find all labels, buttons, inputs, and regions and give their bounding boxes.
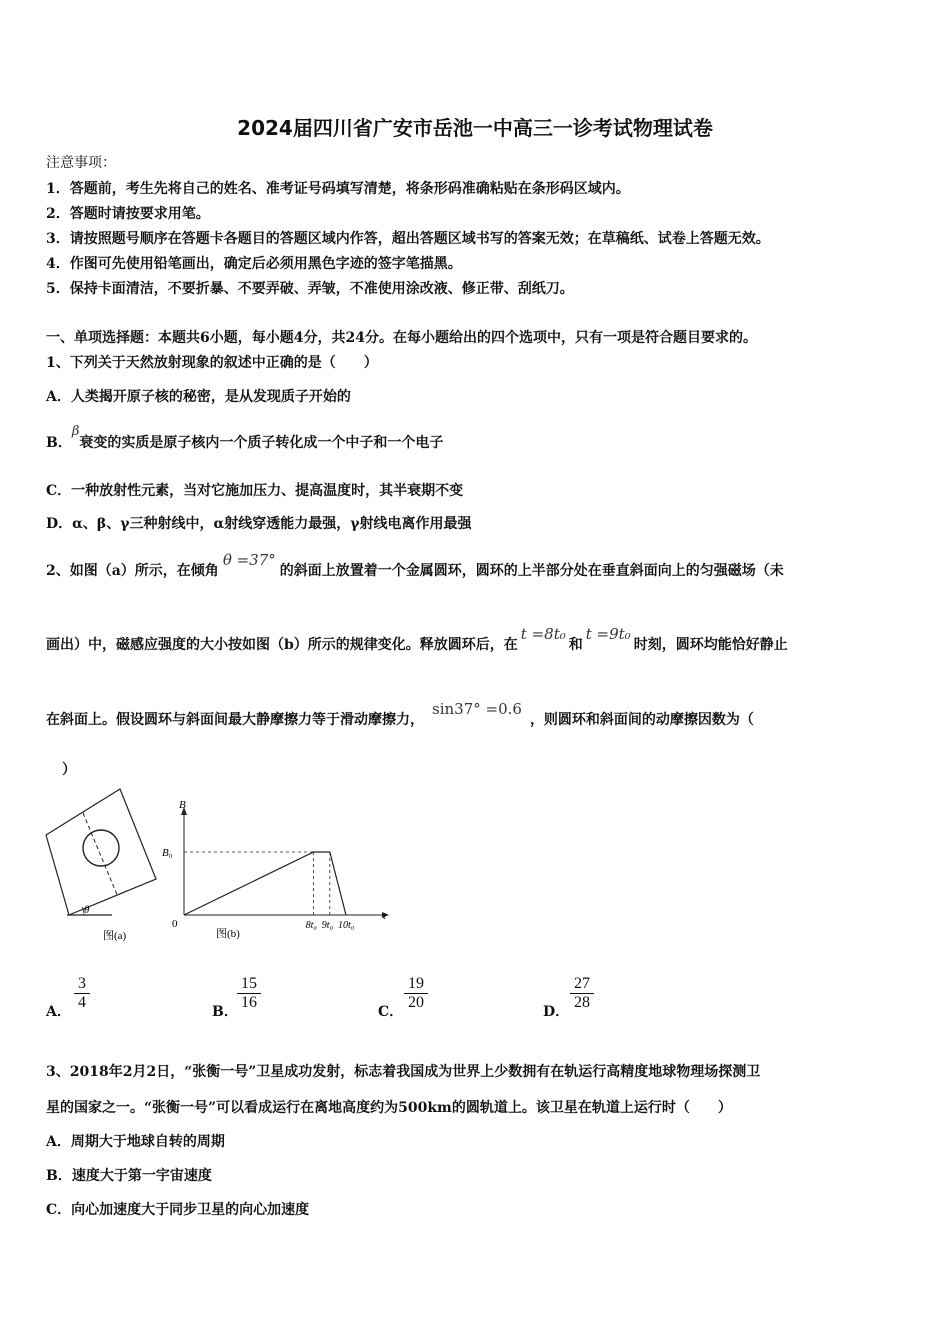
figure-a [40,785,160,945]
q2-line-1-a: 2、如图（a）所示，在倾角 [46,563,219,579]
q2-option-b-den: 16 [241,994,257,1011]
q2-option-a-label: A． [46,1004,71,1020]
angle-label: θ [84,904,90,916]
q2-option-a-den: 4 [78,994,86,1011]
page-title: 2024届四川省广安市岳池一中高三一诊考试物理试卷 [237,116,713,140]
notice-item-5: 5．保持卡面清洁，不要折暴、不要弄破、弄皱，不准使用涂改液、修正带、刮纸刀。 [46,281,574,297]
q2-option-d-fraction [570,975,594,1012]
q3-option-a: A．周期大于地球自转的周期 [46,1134,225,1150]
q2-option-c-num: 19 [408,975,424,992]
q2-option-a-fraction [74,975,90,1012]
series-layer [184,852,355,931]
q2-line-2-a: 画出）中，磁感应强度的大小按如图（b）所示的规律变化。释放圆环后，在 [46,637,518,653]
q3-line-1: 3、2018年2月2日，“张衡一号”卫星成功发射，标志着我国成为世界上少数拥有在轨运行高精度地球物理场探测卫 [46,1064,761,1080]
q1-stem: 1、下列关于天然放射现象的叙述中正确的是（ ） [46,355,378,371]
section-heading: 一、单项选择题：本题共6小题，每小题4分，共24分。在每小题给出的四个选项中，只有一项是符合题目要求的。 [46,330,757,346]
field-boundary [83,813,118,897]
q2-option-c-den: 20 [408,994,424,1011]
q2-option-b-num: 15 [241,975,257,992]
q1-option-a: A．人类揭开原子核的秘密，是从发现质子开始的 [46,389,351,405]
q2-line-2-b: 和 [568,637,583,653]
fig-b-caption: 图(b) [216,928,240,940]
q3-line-2: 星的国家之一。“张衡一号”可以看成运行在离地高度约为500km的圆轨道上。该卫星在轨道上运行时（ ） [46,1100,732,1116]
q2-option-c-fraction [404,975,428,1012]
q2-line-1-b: 的斜面上放置着一个金属圆环，圆环的上半部分处在垂直斜面向上的匀强磁场（未 [279,563,784,579]
notice-item-3: 3．请按照题号顺序在答题卡各题目的答题区域内作答，超出答题区域书写的答案无效；在草稿纸、试卷上答题无效。 [46,231,770,247]
time-formula-1: t =8t₀ [520,625,566,643]
x-tick-label: 10t₀ [338,920,355,931]
metal-ring [83,830,119,866]
q1-option-b-text: 衰变的实质是原子核内一个质子转化成一个中子和一个电子 [79,435,444,451]
x-tick-label: 9t₀ [321,920,334,931]
sin-formula: sin37° =0.6 [432,700,522,718]
y-axis-label: B [179,799,186,811]
figure-b-chart [160,795,395,945]
q2-line-3-a: 在斜面上。假设圆环与斜面间最大静摩擦力等于滑动摩擦力， [46,712,424,728]
q1-option-b-label: B． [46,435,72,451]
q2-option-c-label: C． [378,1004,404,1020]
b-series-line [184,852,346,915]
fig-a-caption: 图(a) [103,930,127,942]
q2-option-d-num: 27 [574,975,590,992]
q1-option-c: C．一种放射性元素，当对它施加压力、提高温度时，其半衰期不变 [46,483,464,499]
q2-line-3 [46,700,754,729]
q1-option-d: D．α、β、γ三种射线中，α射线穿透能力最强，γ射线电离作用最强 [46,516,472,532]
theta-formula: θ =37° [222,551,276,569]
q2-line-2-c: 时刻，圆环均能恰好静止 [633,637,788,653]
q2-option-b-fraction [237,975,261,1012]
q2-line-2 [46,625,788,654]
q2-option-d-den: 28 [574,994,590,1011]
x-tick-label: 8t₀ [305,920,317,931]
time-formula-2: t =9t₀ [585,625,631,643]
q2-option-d-label: D． [543,1004,570,1020]
q3-option-b: B．速度大于第一宇宙速度 [46,1168,212,1184]
incline-block [46,789,156,915]
notice-item-1: 1．答题前，考生先将自己的姓名、准考证号码填写清楚，将条形码准确粘贴在条形码区域内。 [46,181,630,197]
x-axis-label: t [383,910,387,922]
q3-option-c: C．向心加速度大于同步卫星的向心加速度 [46,1202,310,1218]
q2-line-1 [46,551,784,580]
beta-symbol: β [71,424,80,439]
notice-item-2: 2．答题时请按要求用笔。 [46,206,210,222]
q1-option-b [46,424,444,452]
notice-heading: 注意事项： [46,155,116,171]
notice-item-4: 4．作图可先使用铅笔画出，确定后必须用黑色字迹的签字笔描黑。 [46,256,462,272]
origin-label: 0 [172,918,178,930]
b0-tick-label: B₀ [162,847,173,859]
q2-option-a-num: 3 [78,975,86,992]
q2-line-4: ） [62,762,76,778]
q2-option-b-label: B． [212,1004,238,1020]
q2-line-3-b: ，则圆环和斜面间的动摩擦因数为（ [529,712,754,728]
